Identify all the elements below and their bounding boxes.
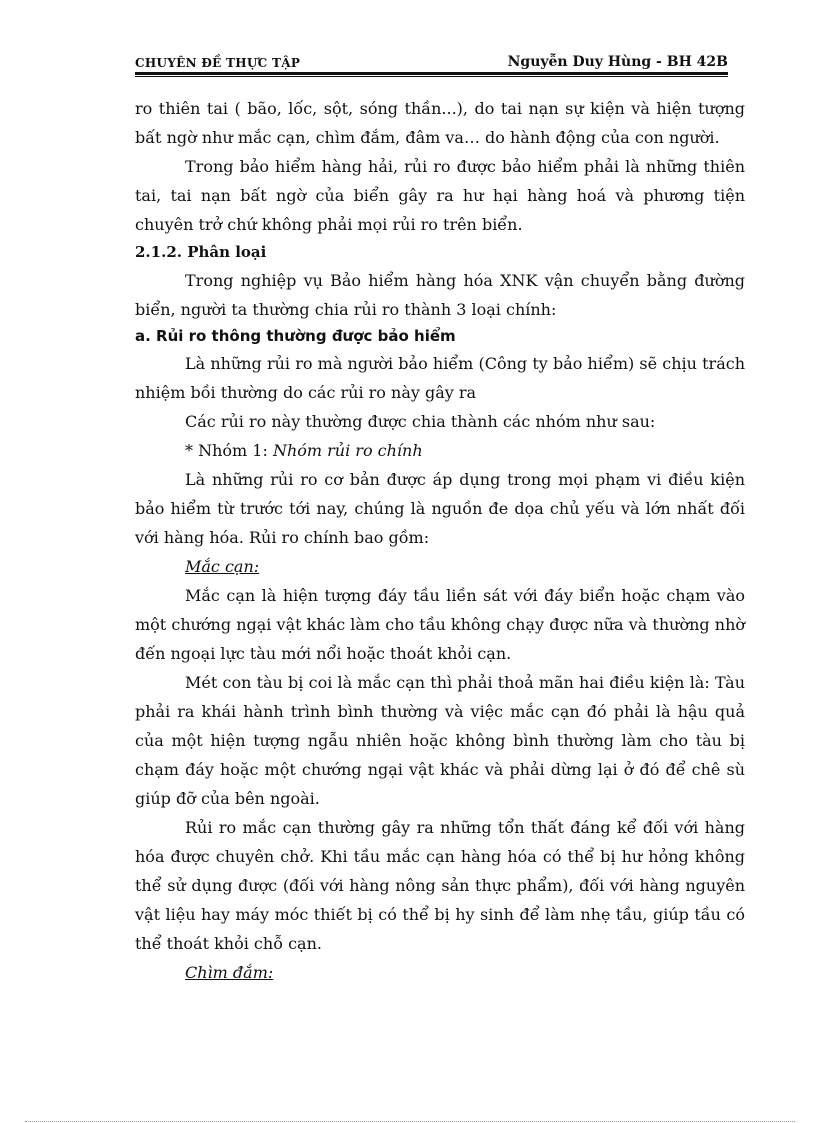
paragraph-stranding-definition: Mắc cạn là hiện tượng đáy tầu liền sát với đáy biển hoặc chạm vào một chướng ngại vật khác làm cho tầu không chạy được nữa và thường nhờ đến ngoại lực tàu mới nổi hoặc thoát khỏi cạn. (135, 586, 745, 663)
header-document-type: CHUYÊN ĐỀ THỰC TẬP (135, 56, 301, 70)
group-1-prefix: * Nhóm 1: (185, 441, 273, 460)
subheading-mac-can: Mắc cạn: (185, 557, 260, 576)
paragraph-stranding-conditions: Mét con tàu bị coi là mắc cạn thì phải thoả mãn hai điều kiện là: Tàu phải ra khái hành trình bình thường và việc mắc cạn đó phải là hậu quả của một hiện tượng ngẫu nhiên hoặc không bình thường làm cho tàu bị chạm đáy hoặc một chướng ngại vật khác và phải dừng lại ở đó để chê sù giúp đỡ của bên ngoài. (135, 673, 745, 808)
header-rule-thick (135, 72, 728, 75)
subheading-mac-can-line (135, 552, 745, 581)
paragraph-continuation: ro thiên tai ( bão, lốc, sột, sóng thần...), do tai nạn sự kiện và hiện tượng bất ngờ như mắc cạn, chìm đắm, đâm va… do hành động của con người. (135, 99, 745, 147)
paragraph-marine-risk: Trong bảo hiểm hàng hải, rủi ro được bảo hiểm phải là những thiên tai, tai nạn bất ngờ của biển gây ra hư hại hàng hoá và phương tiện chuyên trở chứ không phải mọi rủi ro trên biển. (135, 157, 745, 234)
subsection-heading-a: a. Rủi ro thông thường được bảo hiểm (135, 327, 456, 345)
subheading-chim-dam-line (135, 958, 745, 987)
section-heading-2-1-2: 2.1.2. Phân loại (135, 243, 267, 261)
header-rule-thin (135, 76, 728, 77)
paragraph-main-risks: Là những rủi ro cơ bản được áp dụng trong mọi phạm vi điều kiện bảo hiểm từ trước tới nay, chúng là nguồn đe dọa chủ yếu và lớn nhất đối với hàng hóa. Rủi ro chính bao gồm: (135, 470, 745, 547)
header-bar (135, 50, 728, 70)
header-author: Nguyễn Duy Hùng - BH 42B (507, 54, 728, 70)
paragraph-classification: Trong nghiệp vụ Bảo hiểm hàng hóa XNK vận chuyển bằng đường biển, người ta thường chia rủi ro thành 3 loại chính: (135, 271, 745, 319)
paragraph-stranding-losses: Rủi ro mắc cạn thường gây ra những tổn thất đáng kể đối với hàng hóa được chuyên chở. Khi tầu mắc cạn hàng hóa có thể bị hư hỏng không thể sử dụng được (đối với hàng nông sản thực phẩm), đối với hàng nguyên vật liệu hay máy móc thiết bị có thể bị hy sinh để làm nhẹ tầu, giúp tầu có thể thoát khỏi chỗ cạn. (135, 818, 745, 953)
subheading-chim-dam: Chìm đắm: (185, 963, 274, 982)
page-body (135, 94, 745, 987)
paragraph-definition: Là những rủi ro mà người bảo hiểm (Công ty bảo hiểm) sẽ chịu trách nhiệm bồi thường do các rủi ro này gây ra (135, 354, 745, 402)
paragraph-groups-intro: Các rủi ro này thường được chia thành các nhóm như sau: (185, 412, 656, 431)
group-1-line (135, 436, 745, 465)
page-bottom-border (25, 1121, 795, 1122)
group-1-name: Nhóm rủi ro chính (272, 441, 423, 460)
